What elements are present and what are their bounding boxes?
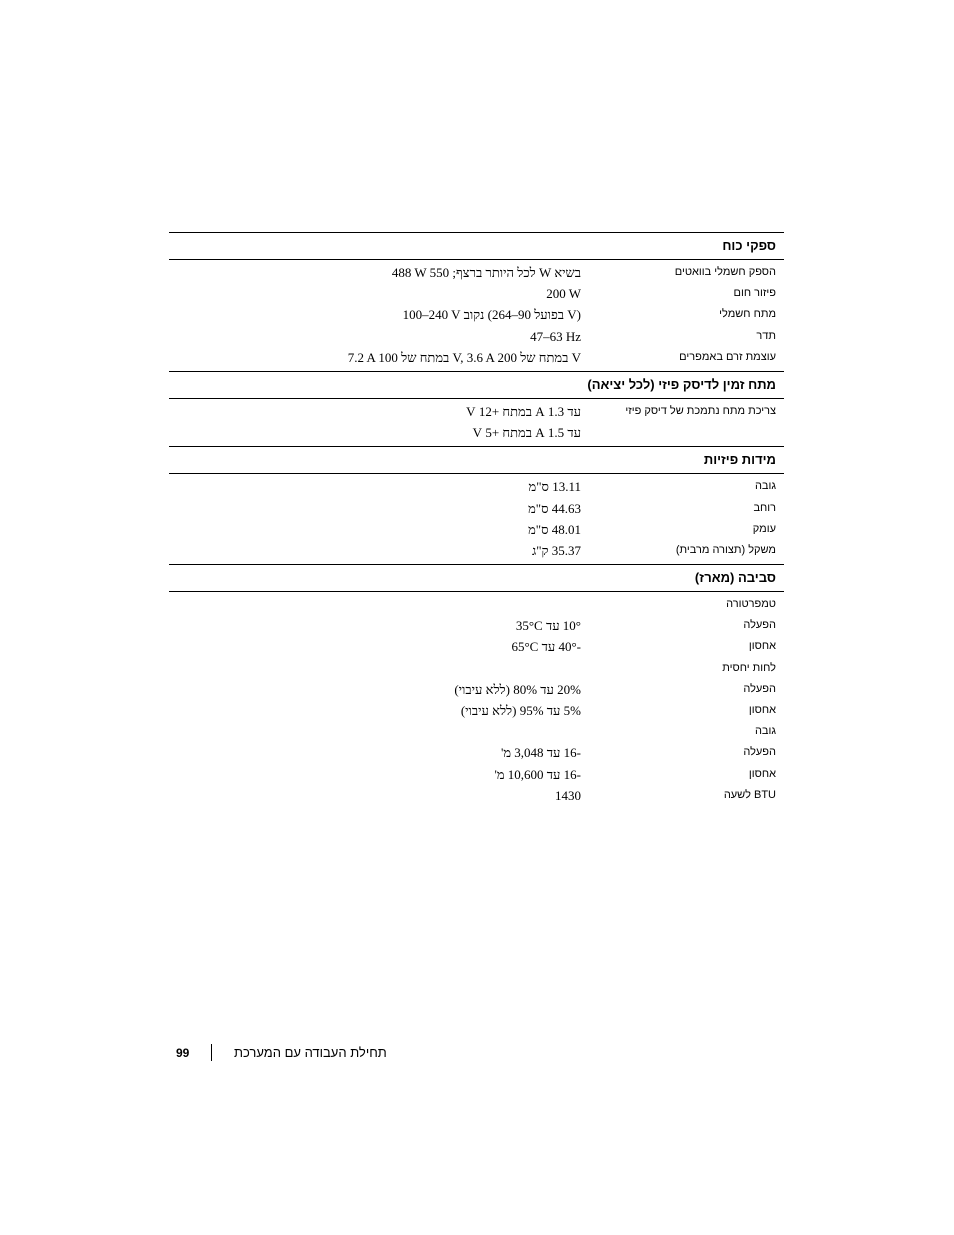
- spec-value: 7.2 A במתח של 100 V, 3.6 A במתח של 200 V: [347, 349, 581, 365]
- spec-label: הפעלה: [743, 619, 776, 632]
- spec-value: 48.01 ס"מ: [528, 521, 581, 537]
- spec-row: [169, 348, 784, 369]
- spec-value: עד 1.3 A במתח +12 V: [466, 403, 581, 419]
- spec-value: 10° עד 35°C: [515, 618, 581, 634]
- spec-value: 100–240 V נקוב (בפועל 90–264 V): [402, 307, 581, 323]
- section-header: [169, 371, 784, 399]
- spec-value: 488 W לכל היותר ברצף; 550 W בשיא: [391, 265, 581, 280]
- spec-label: BTU לשעה: [723, 788, 776, 801]
- spec-row: [169, 595, 784, 616]
- spec-table: [169, 232, 784, 809]
- spec-label: עומק: [752, 522, 776, 535]
- spec-row: [169, 765, 784, 786]
- section-environmental: [169, 564, 784, 809]
- spec-row: [169, 616, 784, 637]
- spec-row: [169, 637, 784, 658]
- section-header: [169, 446, 784, 474]
- page-footer: [176, 1042, 406, 1062]
- spec-label: הפעלה: [743, 682, 776, 695]
- spec-row: [169, 423, 784, 444]
- spec-label: אחסון: [748, 640, 776, 653]
- spec-value: -16 עד 10,600 מ': [494, 766, 581, 782]
- spec-label: רוחב: [753, 501, 776, 514]
- section-title: סביבה (מארז): [694, 570, 776, 586]
- spec-row: [169, 327, 784, 348]
- spec-row: [169, 722, 784, 743]
- section-title: ספקי כוח: [722, 238, 776, 253]
- spec-value: 44.63 ס"מ: [528, 500, 581, 516]
- footer-divider: [211, 1044, 212, 1061]
- spec-row: [169, 284, 784, 305]
- spec-row: [169, 477, 784, 498]
- section-header: [169, 232, 784, 260]
- spec-row: [169, 305, 784, 326]
- spec-value: 47–63 Hz: [530, 328, 581, 344]
- spec-label: עוצמת זרם באמפרים: [679, 350, 776, 363]
- spec-label: מתח חשמלי: [719, 308, 776, 321]
- section-title: מידות פיזיות: [703, 452, 776, 468]
- spec-label: לחות יחסית: [722, 661, 776, 674]
- section-physical-dimensions: [169, 446, 784, 564]
- section-title: מתח זמין לדיסק פיזי (לכל יציאה): [587, 376, 776, 392]
- spec-value: 35.37 ק"ג: [531, 542, 581, 558]
- spec-value: עד 1.5 A במתח +5 V: [472, 425, 581, 441]
- spec-row: [169, 520, 784, 541]
- spec-label: הספק חשמלי בוואטים: [674, 266, 776, 278]
- section-power-supply: [169, 232, 784, 371]
- section-header: [169, 564, 784, 592]
- spec-label: צריכת מתח נתמכת של דיסק פיזי: [625, 404, 776, 417]
- spec-label: אחסון: [748, 767, 776, 780]
- spec-value: 1430: [555, 787, 581, 803]
- spec-row: [169, 743, 784, 764]
- spec-label: תדר: [756, 329, 776, 342]
- footer-title: תחילת העבודה עם המערכת: [234, 1045, 387, 1060]
- spec-row: [169, 402, 784, 423]
- spec-label: פיזור חום: [733, 287, 776, 300]
- spec-label: אחסון: [748, 704, 776, 716]
- spec-value: 200 W: [546, 286, 581, 302]
- spec-value: 5% עד 95% (ללא עיבוי): [460, 703, 581, 718]
- spec-row: [169, 541, 784, 562]
- page-number: 99: [176, 1046, 190, 1060]
- spec-value: -40° עד 65°C: [511, 639, 581, 655]
- spec-value: -16 עד 3,048 מ': [500, 745, 581, 761]
- section-disk-voltage: [169, 371, 784, 446]
- spec-row: [169, 701, 784, 722]
- spec-row: [169, 499, 784, 520]
- spec-label: משקל (תצורה מרבית): [675, 543, 776, 556]
- spec-label: גובה: [754, 480, 776, 493]
- spec-row: [169, 659, 784, 680]
- spec-value: 13.11 ס"מ: [528, 479, 581, 495]
- spec-label: טמפרטורה: [726, 598, 776, 611]
- spec-row: [169, 263, 784, 284]
- spec-label: הפעלה: [743, 746, 776, 759]
- spec-label: גובה: [754, 725, 776, 738]
- spec-row: [169, 786, 784, 807]
- spec-row: [169, 680, 784, 701]
- spec-value: 20% עד 80% (ללא עיבוי): [454, 681, 581, 697]
